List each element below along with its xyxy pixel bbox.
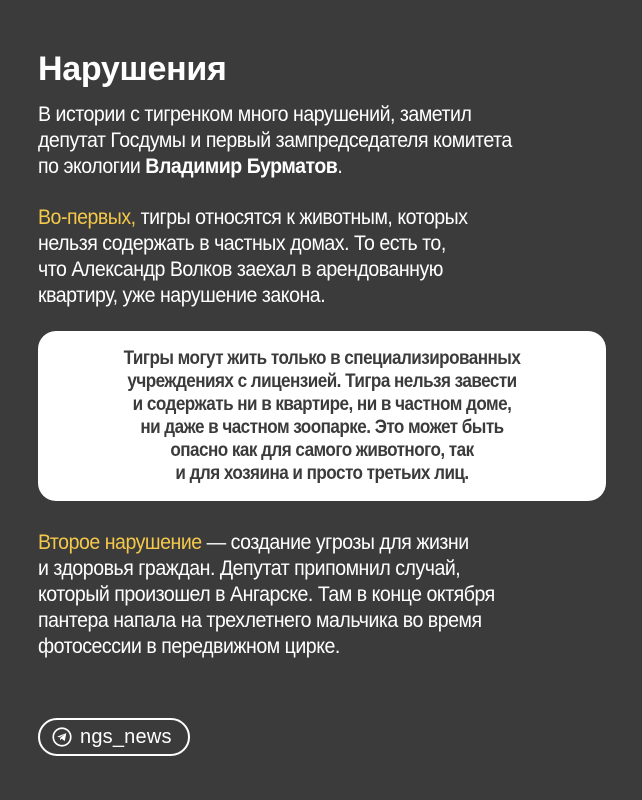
quote-line: и для хозяина и просто третьих лиц. bbox=[175, 463, 469, 484]
intro-line-prefix: по экологии bbox=[38, 155, 146, 178]
telegram-icon bbox=[52, 727, 72, 747]
second-violation-line: который произошел в Ангарске. Там в конце октября bbox=[38, 583, 495, 606]
quote-line: и содержать ни в квартире, ни в частном доме, bbox=[132, 394, 512, 415]
intro-line bbox=[38, 154, 568, 180]
second-violation-line bbox=[38, 530, 568, 556]
second-violation-line: пантера напала на трехлетнего мальчика во время bbox=[38, 609, 482, 632]
quote-card bbox=[38, 331, 606, 501]
quote-line: Тигры могут жить только в специализированных bbox=[123, 348, 521, 369]
first-violation-line: что Александр Волков заехал в арендованную bbox=[38, 258, 444, 281]
intro-line-suffix: . bbox=[337, 155, 343, 178]
first-violation-line bbox=[38, 205, 568, 231]
quote-text bbox=[88, 347, 556, 485]
first-violation-text: тигры относятся к животным, которых bbox=[135, 206, 468, 229]
first-violation-line: квартиру, уже нарушение закона. bbox=[38, 284, 326, 307]
second-violation-line: фотосессии в передвижном цирке. bbox=[38, 635, 340, 658]
quote-line: ни даже в частном зоопарке. Это может быть bbox=[140, 417, 504, 438]
second-violation-line: и здоровья граждан. Депутат припомнил случай, bbox=[38, 557, 461, 580]
deputy-name: Владимир Бурматов bbox=[145, 155, 338, 178]
quote-line: опасно как для самого животного, так bbox=[170, 440, 474, 461]
intro-line: депутат Госдумы и первый зампредседателя комитета bbox=[38, 129, 512, 152]
page-title: Нарушения bbox=[38, 50, 227, 88]
intro-paragraph bbox=[38, 102, 568, 180]
first-violation-paragraph bbox=[38, 205, 568, 309]
second-violation-paragraph bbox=[38, 530, 568, 660]
quote-line: учреждениях с лицензией. Тигра нельзя завести bbox=[127, 371, 517, 392]
first-violation-line: нельзя содержать в частных домах. То есть то, bbox=[38, 232, 446, 255]
first-violation-accent: Во-первых, bbox=[38, 206, 136, 229]
intro-line: В истории с тигренком много нарушений, заметил bbox=[38, 103, 472, 126]
second-violation-text: — создание угрозы для жизни bbox=[201, 531, 469, 554]
telegram-handle-badge[interactable] bbox=[38, 718, 190, 756]
second-violation-accent: Второе нарушение bbox=[38, 531, 202, 554]
channel-handle: ngs_news bbox=[80, 725, 172, 748]
